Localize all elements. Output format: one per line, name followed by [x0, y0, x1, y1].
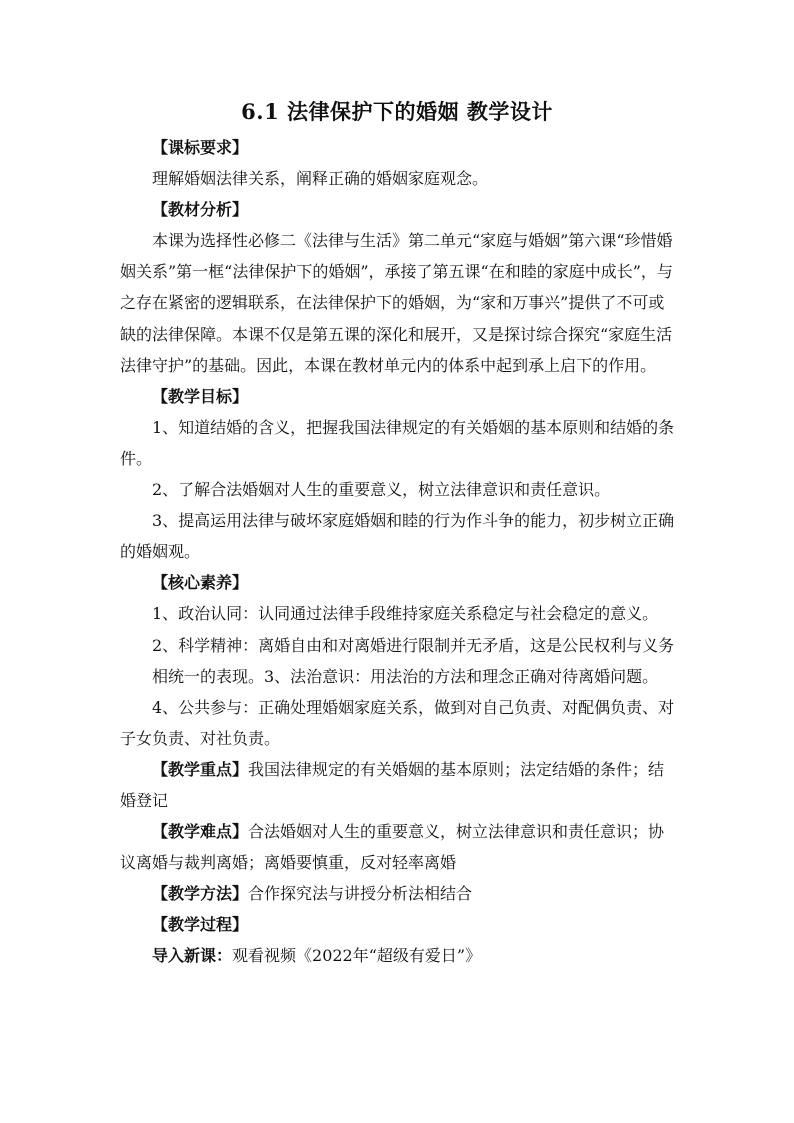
- curriculum-heading: 【课标要求】: [152, 138, 249, 157]
- methods-text: 合作探究法与讲授分析法相结合: [248, 884, 473, 904]
- key-points-label: 【教学重点】: [152, 759, 249, 779]
- literacy-item: 1、政治认同：认同通过法律手段维持家庭关系稳定与社会稳定的意义。: [152, 604, 659, 624]
- textbook-text: 本课为选择性必修二《法律与生活》第二单元“家庭与婚姻”第六课“珍惜婚姻关系”第一框“法律保护下的婚姻”，承接了第五课“在和睦的家庭中成长”，与之存在紧密的逻辑联系，在法律保护下的婚姻，为“家和万事兴”提供了不可或缺的法律保障。本课不仅是第五课的深化和展开，又是探讨综合探究“家庭生活法律守护”的基础。因此，本课在教材单元内的体系中起到承上启下的作用。: [120, 231, 673, 375]
- goal-item: 2、了解合法婚姻对人生的重要意义，树立法律意识和责任意识。: [152, 480, 611, 500]
- literacy-item: 2、科学精神：离婚自由和对离婚进行限制并无矛盾，这是公民权利与义务相统一的表现。3、法治意识：用法治的方法和理念正确对待离婚问题。: [152, 635, 675, 686]
- document-title: 6.1 法律保护下的婚姻 教学设计: [241, 99, 553, 124]
- textbook-heading: 【教材分析】: [152, 200, 249, 220]
- difficulties-label: 【教学难点】: [152, 822, 249, 842]
- goals-heading: 【教学目标】: [152, 386, 249, 406]
- intro-paragraph: [120, 940, 680, 971]
- difficulties-text: 合法婚姻对人生的重要意义，树立法律意识和责任意识；协议离婚与裁判离婚；离婚要慎重，反对轻率离婚: [120, 822, 665, 873]
- goal-item: 1、知道结婚的含义，把握我国法律规定的有关婚姻的基本原则和结婚的条件。: [120, 417, 675, 468]
- curriculum-text: 理解婚姻法律关系，阐释正确的婚姻家庭观念。: [152, 169, 489, 189]
- literacy-item: 4、公共参与：正确处理婚姻家庭关系，做到对自己负责、对配偶负责、对子女负责、对社负责。: [120, 697, 675, 748]
- methods-label: 【教学方法】: [152, 884, 249, 904]
- methods-paragraph: [120, 878, 680, 909]
- goal-item: 3、提高运用法律与破坏家庭婚姻和睦的行为作斗争的能力，初步树立正确的婚姻观。: [120, 511, 675, 562]
- intro-text: 观看视频《2022年“超级有爱日”》: [232, 946, 482, 966]
- document-body: [120, 132, 680, 972]
- key-points-text: 我国法律规定的有关婚姻的基本原则；法定结婚的条件；结婚登记: [120, 759, 665, 810]
- intro-label: 导入新课：: [152, 946, 233, 966]
- key-points-paragraph: [120, 754, 680, 816]
- process-heading: 【教学过程】: [152, 915, 249, 935]
- difficulties-paragraph: [120, 816, 680, 878]
- literacy-heading: 【核心素养】: [152, 573, 249, 593]
